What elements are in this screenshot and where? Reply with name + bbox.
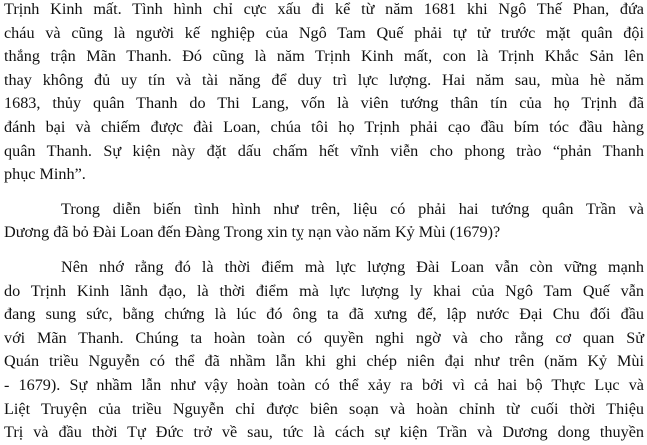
text-line: đánh bại và chiếm được đài Loan, chúa tôi họ Trịnh phải cạo đầu bím tóc đầu hàng	[4, 117, 644, 136]
text-line: phục Minh”.	[4, 165, 86, 184]
text-line: thắng trận Mãn Thanh. Đó cũng là năm Trịnh Kinh mất, con là Trịnh Khắc Sản lên	[4, 47, 644, 66]
paragraph-1	[4, 0, 644, 187]
document-body	[4, 0, 644, 445]
text-line: quân Thanh. Sự kiện này đặt dấu chấm hết vĩnh viễn cho phong trào “phản Thanh	[4, 141, 644, 160]
paragraph-spacer	[4, 187, 644, 198]
paragraph-3	[4, 256, 644, 445]
text-line: Trịnh Kinh mất. Tình hình chỉ cực xấu đi kể từ năm 1681 khi Ngô Thế Phan, đứa	[4, 0, 644, 18]
paragraph-2	[4, 198, 644, 245]
text-line: thay không đủ uy tín và tài năng để duy trì lực lượng. Hai năm sau, mùa hè năm	[4, 70, 644, 89]
text-line: Dương đã bỏ Đài Loan đến Đàng Trong xin tỵ nạn vào năm Kỷ Mùi (1679)?	[4, 223, 501, 242]
text-line: cháu và cũng là người kế nghiệp của Ngô Tam Quế phải tự tử trước mặt quân đội	[4, 23, 644, 42]
text-line: Liệt Truyện của triều Nguyễn chỉ được biên soạn và hoàn chỉnh từ cuối thời Thiệu	[4, 399, 644, 418]
text-line: do Trịnh Kinh lãnh đạo, là thời điểm mà lực lượng ly khai của Ngô Tam Quế vẫn	[4, 281, 644, 300]
text-line: - 1679). Sự nhầm lẫn như vậy hoàn toàn có thể xảy ra bởi vì cả hai bộ Thực Lục và	[4, 375, 644, 394]
text-line: Quán triều Nguyễn có thể đã nhầm lẫn khi ghi chép niên đại như trên (năm Kỷ Mùi	[4, 352, 644, 371]
text-line: 1683, thủy quân Thanh do Thi Lang, vốn là viên tướng thân tín của họ Trịnh đã	[4, 94, 644, 113]
text-line: Nên nhớ rằng đó là thời điểm mà lực lượng Đài Loan vẫn còn vững mạnh	[61, 257, 644, 276]
text-line: Trong diễn biến tình hình như trên, liệu có phải hai tướng quân Trần và	[61, 199, 644, 218]
text-line: đang sung sức, bằng chứng là lúc đó ông ta đã xưng đế, lập nước Đại Chu đối đầu	[4, 305, 644, 324]
text-line: Trị và đầu thời Tự Đức trở về sau, tức là cách sự kiện Trần và Dương dong thuyền	[4, 423, 644, 442]
text-line: với Mãn Thanh. Chúng ta hoàn toàn có quyền nghi ngờ và cho rằng cơ quan Sử	[4, 328, 644, 347]
paragraph-spacer	[4, 245, 644, 256]
